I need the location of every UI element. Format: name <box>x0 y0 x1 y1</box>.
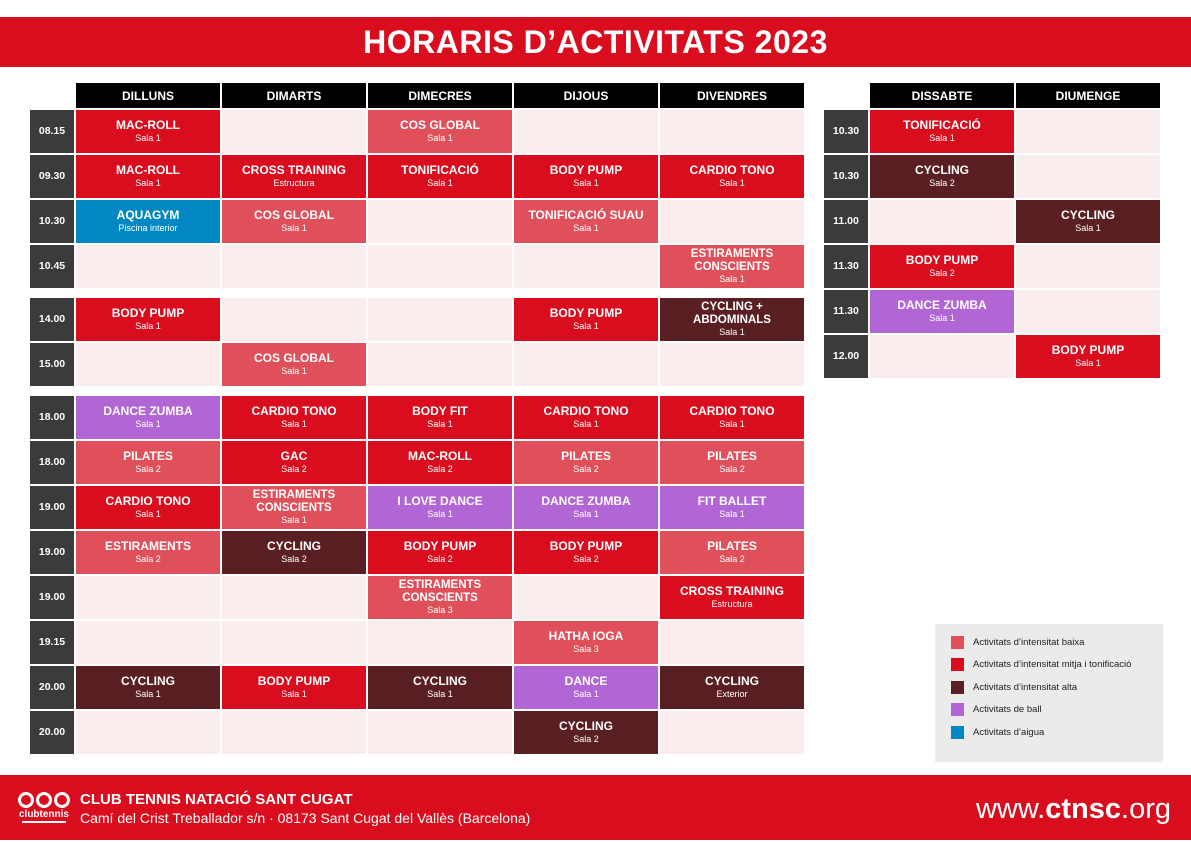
time-slot: 20.00 <box>30 666 74 709</box>
activity-name: CARDIO TONO <box>543 403 629 418</box>
activity-name: TONIFICACIÓ SUAU <box>528 207 644 222</box>
activity-room: Sala 1 <box>1075 223 1101 234</box>
time-slot: 18.00 <box>30 441 74 484</box>
activity-name: BODY PUMP <box>111 305 185 320</box>
schedule-row <box>824 155 1160 198</box>
legend-label: Activitats de ball <box>973 704 1042 716</box>
activity-room: Estructura <box>711 599 753 610</box>
schedule-row <box>30 200 804 243</box>
activity-name: CYCLING <box>559 718 613 733</box>
activity-name: MAC-ROLL <box>116 162 180 177</box>
legend-label: Activitats d’aigua <box>973 726 1045 738</box>
activity-cell[interactable] <box>514 200 658 243</box>
activity-name: CYCLING <box>915 162 969 177</box>
empty-slot <box>222 576 366 619</box>
schedule-row <box>824 290 1160 333</box>
activity-name: DANCE ZUMBA <box>541 493 631 508</box>
activity-name: MAC-ROLL <box>408 448 472 463</box>
activity-name: AQUAGYM <box>116 207 180 222</box>
activity-room: Sala 2 <box>281 554 307 565</box>
time-slot: 10.30 <box>30 200 74 243</box>
activity-room: Sala 2 <box>573 464 599 475</box>
activity-name: BODY PUMP <box>905 252 979 267</box>
activity-cell[interactable] <box>368 666 512 709</box>
activity-cell[interactable] <box>76 441 220 484</box>
activity-name: CARDIO TONO <box>105 493 191 508</box>
page-title: HORARIS D’ACTIVITATS 2023 <box>0 17 1191 67</box>
activity-cell[interactable] <box>514 155 658 198</box>
activity-name: I LOVE DANCE <box>397 493 483 508</box>
activity-cell[interactable] <box>222 343 366 386</box>
activity-name: ESTIRAMENTS CONSCIENTS <box>398 578 482 604</box>
activity-cell[interactable] <box>76 531 220 574</box>
time-slot: 19.00 <box>30 531 74 574</box>
website-brand: ctnsc <box>1045 793 1122 825</box>
schedule-row <box>30 621 804 664</box>
activity-cell[interactable] <box>660 298 804 341</box>
schedule-row <box>30 711 804 754</box>
empty-slot <box>1016 155 1160 198</box>
activity-cell[interactable] <box>660 486 804 529</box>
schedule-row <box>824 110 1160 153</box>
activity-name: HATHA IOGA <box>548 628 624 643</box>
activity-name: CYCLING <box>121 673 175 688</box>
time-slot: 08.15 <box>30 110 74 153</box>
activity-room: Sala 1 <box>573 509 599 520</box>
schedule-row <box>824 200 1160 243</box>
schedule-row <box>30 441 804 484</box>
activity-name: PILATES <box>707 538 757 553</box>
block-gap <box>30 290 804 296</box>
activity-cell[interactable] <box>660 396 804 439</box>
activity-cell[interactable] <box>76 200 220 243</box>
activity-name: CYCLING <box>1061 207 1115 222</box>
activity-room: Sala 2 <box>573 554 599 565</box>
activity-cell[interactable] <box>514 621 658 664</box>
activity-cell[interactable] <box>514 531 658 574</box>
activity-cell[interactable] <box>222 155 366 198</box>
activity-room: Sala 1 <box>427 419 453 430</box>
activity-name: BODY PUMP <box>1051 342 1125 357</box>
empty-slot <box>1016 110 1160 153</box>
activity-cell[interactable] <box>660 666 804 709</box>
club-address: Camí del Crist Treballador s/n · 08173 Sant Cugat del Vallès (Barcelona) <box>80 810 531 826</box>
activity-cell[interactable] <box>368 396 512 439</box>
activity-cell[interactable] <box>76 155 220 198</box>
schedule-row <box>30 298 804 341</box>
activity-cell[interactable] <box>222 441 366 484</box>
legend-swatch <box>951 658 964 671</box>
activity-name: ESTIRAMENTS <box>104 538 191 553</box>
legend-swatch <box>951 726 964 739</box>
weekday-schedule <box>28 81 806 756</box>
activity-name: CYCLING + ABDOMINALS <box>693 300 771 326</box>
schedule-row <box>30 245 804 288</box>
activity-cell[interactable] <box>222 666 366 709</box>
empty-slot <box>76 343 220 386</box>
empty-slot <box>368 245 512 288</box>
empty-slot <box>76 621 220 664</box>
time-slot: 19.15 <box>30 621 74 664</box>
activity-room: Sala 3 <box>573 644 599 655</box>
weekday-schedule-table <box>28 81 806 756</box>
time-slot: 18.00 <box>30 396 74 439</box>
time-slot: 10.30 <box>824 155 868 198</box>
activity-name: DANCE <box>564 673 608 688</box>
time-slot: 09.30 <box>30 155 74 198</box>
activity-room: Sala 2 <box>573 734 599 745</box>
time-slot: 20.00 <box>30 711 74 754</box>
activity-room: Sala 2 <box>135 464 161 475</box>
website-prefix: www. <box>975 793 1046 825</box>
activity-room: Sala 1 <box>427 509 453 520</box>
website-link[interactable] <box>976 793 1171 826</box>
time-slot: 10.45 <box>30 245 74 288</box>
activity-name: BODY PUMP <box>549 305 623 320</box>
activity-name: GAC <box>280 448 308 463</box>
activity-name: COS GLOBAL <box>254 207 334 222</box>
activity-room: Sala 1 <box>135 509 161 520</box>
empty-slot <box>1016 245 1160 288</box>
empty-slot <box>1016 290 1160 333</box>
activity-room: Sala 1 <box>929 133 955 144</box>
activity-room: Sala 1 <box>281 366 307 377</box>
empty-slot <box>368 621 512 664</box>
activity-room: Sala 1 <box>929 313 955 324</box>
activity-room: Sala 1 <box>135 178 161 189</box>
empty-slot <box>514 576 658 619</box>
empty-slot <box>660 621 804 664</box>
activity-room: Sala 1 <box>719 327 745 338</box>
time-slot: 10.30 <box>824 110 868 153</box>
activity-room: Sala 1 <box>573 689 599 700</box>
day-header-dissabte: DISSABTE <box>870 83 1014 108</box>
activity-cell[interactable] <box>660 245 804 288</box>
empty-slot <box>514 110 658 153</box>
corner-blank <box>824 83 868 108</box>
svg-text:clubtennis: clubtennis <box>18 809 70 820</box>
activity-cell[interactable] <box>514 298 658 341</box>
activity-cell[interactable] <box>514 666 658 709</box>
activity-name: BODY FIT <box>412 403 468 418</box>
activity-cell[interactable] <box>514 486 658 529</box>
activity-room: Sala 1 <box>719 178 745 189</box>
block-gap <box>30 388 804 394</box>
schedule-row <box>30 576 804 619</box>
activity-room: Sala 1 <box>573 223 599 234</box>
activity-cell[interactable] <box>368 155 512 198</box>
activity-cell[interactable] <box>222 200 366 243</box>
activity-cell[interactable] <box>368 110 512 153</box>
time-slot: 15.00 <box>30 343 74 386</box>
activity-room: Sala 1 <box>135 419 161 430</box>
club-name: CLUB TENNIS NATACIÓ SANT CUGAT <box>80 791 353 808</box>
schedule-row <box>30 110 804 153</box>
activity-name: CYCLING <box>413 673 467 688</box>
schedule-row <box>824 245 1160 288</box>
empty-slot <box>368 711 512 754</box>
empty-slot <box>222 621 366 664</box>
legend-item <box>951 676 1163 699</box>
activity-room: Sala 1 <box>1075 358 1101 369</box>
empty-slot <box>368 298 512 341</box>
activity-cell[interactable] <box>870 110 1014 153</box>
activity-room: Sala 1 <box>573 178 599 189</box>
activity-name: BODY PUMP <box>549 538 623 553</box>
legend-label: Activitats d’intensitat mitja i tonificació <box>973 659 1132 671</box>
empty-slot <box>76 711 220 754</box>
activity-name: PILATES <box>561 448 611 463</box>
empty-slot <box>222 245 366 288</box>
activity-cell[interactable] <box>368 576 512 619</box>
activity-cell[interactable] <box>660 576 804 619</box>
time-slot: 11.30 <box>824 245 868 288</box>
day-header-dilluns: DILLUNS <box>76 83 220 108</box>
legend <box>935 624 1163 762</box>
activity-cell[interactable] <box>1016 335 1160 378</box>
activity-room: Sala 1 <box>719 419 745 430</box>
activity-cell[interactable] <box>222 486 366 529</box>
activity-room: Estructura <box>273 178 315 189</box>
day-header-dimarts: DIMARTS <box>222 83 366 108</box>
activity-name: BODY PUMP <box>549 162 623 177</box>
activity-cell[interactable] <box>660 441 804 484</box>
activity-cell[interactable] <box>514 711 658 754</box>
activity-cell[interactable] <box>368 441 512 484</box>
activity-room: Sala 1 <box>281 419 307 430</box>
empty-slot <box>368 200 512 243</box>
activity-room: Sala 1 <box>135 321 161 332</box>
activity-name: CARDIO TONO <box>689 162 775 177</box>
empty-slot <box>660 711 804 754</box>
activity-name: CARDIO TONO <box>689 403 775 418</box>
empty-slot <box>870 335 1014 378</box>
activity-name: CROSS TRAINING <box>241 162 346 177</box>
activity-cell[interactable] <box>76 396 220 439</box>
schedule-row <box>824 335 1160 378</box>
day-header-diumenge: DIUMENGE <box>1016 83 1160 108</box>
activity-cell[interactable] <box>76 666 220 709</box>
empty-slot <box>222 711 366 754</box>
legend-swatch <box>951 681 964 694</box>
activity-room: Sala 1 <box>719 274 745 285</box>
empty-slot <box>222 298 366 341</box>
activity-cell[interactable] <box>870 155 1014 198</box>
legend-swatch <box>951 703 964 716</box>
activity-room: Sala 1 <box>281 689 307 700</box>
empty-slot <box>222 110 366 153</box>
activity-room: Sala 1 <box>427 689 453 700</box>
day-header-dimecres: DIMECRES <box>368 83 512 108</box>
activity-name: BODY PUMP <box>403 538 477 553</box>
activity-name: ESTIRAMENTS CONSCIENTS <box>252 488 336 514</box>
activity-name: MAC-ROLL <box>116 117 180 132</box>
weekend-schedule <box>822 81 1162 380</box>
time-slot: 11.30 <box>824 290 868 333</box>
activity-room: Sala 1 <box>573 419 599 430</box>
activity-name: ESTIRAMENTS CONSCIENTS <box>690 247 774 273</box>
activity-room: Exterior <box>716 689 748 700</box>
empty-slot <box>514 343 658 386</box>
empty-slot <box>368 343 512 386</box>
activity-name: PILATES <box>123 448 173 463</box>
activity-name: CROSS TRAINING <box>679 583 784 598</box>
activity-name: FIT BALLET <box>697 493 767 508</box>
activity-room: Sala 1 <box>135 133 161 144</box>
activity-room: Sala 3 <box>427 605 453 616</box>
activity-cell[interactable] <box>514 441 658 484</box>
activity-cell[interactable] <box>368 486 512 529</box>
activity-cell[interactable] <box>368 531 512 574</box>
empty-slot <box>76 576 220 619</box>
activity-cell[interactable] <box>76 486 220 529</box>
activity-name: COS GLOBAL <box>400 117 480 132</box>
activity-name: TONIFICACIÓ <box>903 117 981 132</box>
activity-room: Sala 1 <box>135 689 161 700</box>
schedule-row <box>30 531 804 574</box>
activity-room: Sala 2 <box>929 268 955 279</box>
block-gap-cell <box>30 388 804 394</box>
legend-label: Activitats d’intensitat baixa <box>973 636 1085 648</box>
weekend-schedule-table <box>822 81 1162 380</box>
legend-swatch <box>951 636 964 649</box>
empty-slot <box>660 110 804 153</box>
corner-blank <box>30 83 74 108</box>
day-header-divendres: DIVENDRES <box>660 83 804 108</box>
activity-room: Sala 2 <box>427 554 453 565</box>
activity-cell[interactable] <box>76 110 220 153</box>
activity-name: COS GLOBAL <box>254 350 334 365</box>
empty-slot <box>870 200 1014 243</box>
activity-room: Sala 1 <box>281 515 307 526</box>
activity-name: PILATES <box>707 448 757 463</box>
schedule-row <box>30 486 804 529</box>
day-header-dijous: DIJOUS <box>514 83 658 108</box>
activity-room: Sala 2 <box>427 464 453 475</box>
activity-name: DANCE ZUMBA <box>897 297 987 312</box>
club-logo-icon <box>16 790 72 826</box>
activity-name: BODY PUMP <box>257 673 331 688</box>
legend-label: Activitats d’intensitat alta <box>973 681 1078 693</box>
activity-room: Sala 2 <box>929 178 955 189</box>
schedule-row <box>30 343 804 386</box>
legend-padding <box>935 624 1163 631</box>
activity-name: CYCLING <box>267 538 321 553</box>
activity-room: Sala 1 <box>427 178 453 189</box>
legend-item <box>951 631 1163 654</box>
activity-room: Sala 2 <box>281 464 307 475</box>
activity-cell[interactable] <box>660 531 804 574</box>
activity-cell[interactable] <box>1016 200 1160 243</box>
legend-item <box>951 699 1163 722</box>
activity-cell[interactable] <box>76 298 220 341</box>
website-suffix: .org <box>1121 793 1171 825</box>
block-gap-cell <box>30 290 804 296</box>
empty-slot <box>660 343 804 386</box>
footer <box>0 775 1191 840</box>
activity-cell[interactable] <box>514 396 658 439</box>
activity-room: Sala 1 <box>573 321 599 332</box>
activity-name: TONIFICACIÓ <box>401 162 479 177</box>
activity-room: Sala 1 <box>281 223 307 234</box>
activity-cell[interactable] <box>222 531 366 574</box>
activity-name: CYCLING <box>705 673 759 688</box>
schedule-row <box>30 155 804 198</box>
time-slot: 19.00 <box>30 576 74 619</box>
activity-room: Sala 2 <box>135 554 161 565</box>
time-slot: 12.00 <box>824 335 868 378</box>
legend-item <box>951 654 1163 677</box>
empty-slot <box>514 245 658 288</box>
schedule-row <box>30 666 804 709</box>
time-slot: 19.00 <box>30 486 74 529</box>
activity-cell[interactable] <box>870 290 1014 333</box>
activity-cell[interactable] <box>222 396 366 439</box>
time-slot: 11.00 <box>824 200 868 243</box>
empty-slot <box>76 245 220 288</box>
activity-room: Sala 1 <box>719 509 745 520</box>
schedule-row <box>30 396 804 439</box>
activity-name: CARDIO TONO <box>251 403 337 418</box>
activity-room: Sala 2 <box>719 554 745 565</box>
empty-slot <box>660 200 804 243</box>
activity-room: Sala 1 <box>427 133 453 144</box>
activity-room: Sala 2 <box>719 464 745 475</box>
activity-cell[interactable] <box>870 245 1014 288</box>
legend-item <box>951 721 1163 744</box>
activity-cell[interactable] <box>660 155 804 198</box>
time-slot: 14.00 <box>30 298 74 341</box>
activity-name: DANCE ZUMBA <box>103 403 193 418</box>
activity-room: Piscina interior <box>118 223 178 234</box>
